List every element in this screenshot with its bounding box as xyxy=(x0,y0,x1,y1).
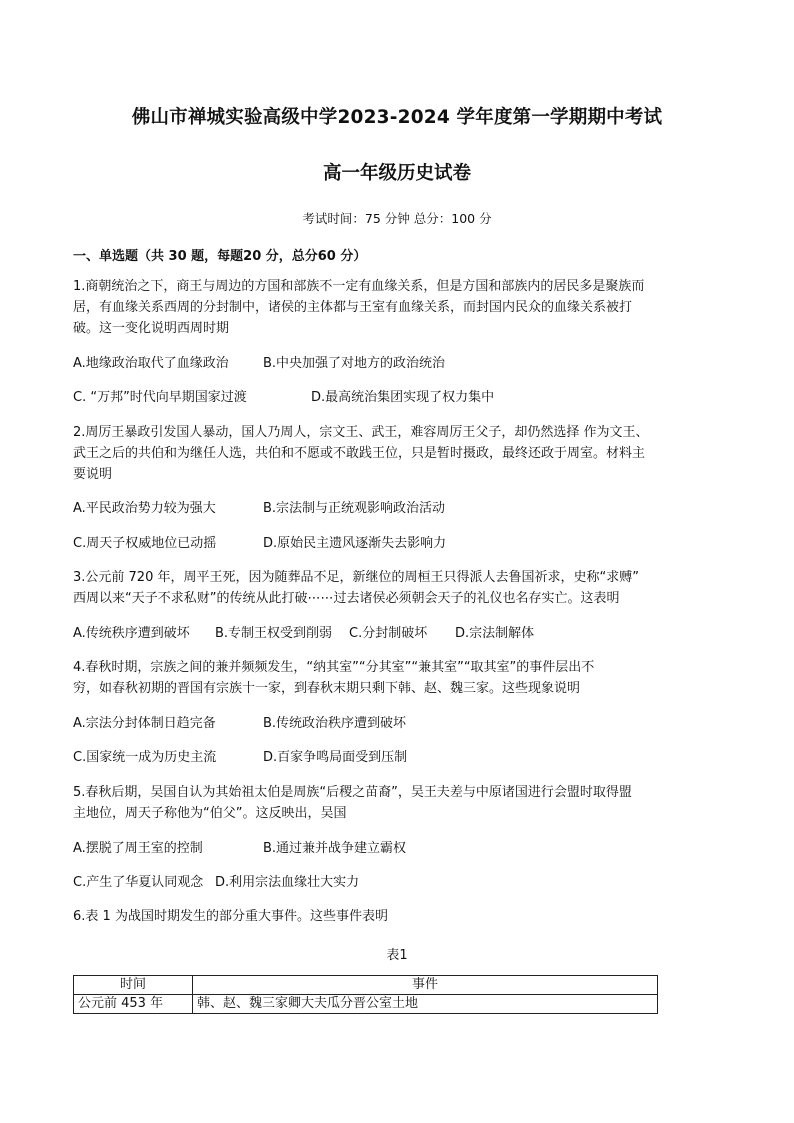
question-1-line-1: 1.商朝统治之下，商王与周边的方国和部族不一定有血缘关系，但是方国和部族内的居民多是聚族而 xyxy=(73,279,645,294)
table-row xyxy=(74,995,658,1014)
question-5-option-b: B.通过兼并战争建立霸权 xyxy=(263,841,407,856)
question-5-option-d: D.利用宗法血缘壮大实力 xyxy=(215,875,360,890)
question-4-line-1: 4.春秋时期，宗族之间的兼并频频发生，“纳其室”“分其室”“兼其室”“取其室”的事件层出不 xyxy=(73,660,595,675)
events-table xyxy=(73,975,658,1014)
question-4-line-2: 穷，如春秋初期的晋国有宗族十一家，到春秋末期只剩下韩、赵、魏三家。这些现象说明 xyxy=(73,681,581,696)
section-heading: 一、单选题（共 30 题，每题20 分，总分60 分） xyxy=(73,249,367,264)
table-header-time: 时间 xyxy=(74,976,193,995)
question-1-option-d: D.最高统治集团实现了权力集中 xyxy=(311,390,495,405)
table-caption: 表1 xyxy=(386,948,408,963)
question-3-line-1: 3.公元前 720 年，周平王死，因为随葬品不足，新继位的周桓王只得派人去鲁国祈求，史称“求赙” xyxy=(73,570,639,585)
question-4-option-b: B.传统政治秩序遭到破坏 xyxy=(263,716,407,731)
question-2-option-b: B.宗法制与正统观影响政治活动 xyxy=(263,501,446,516)
question-5-option-a: A.摆脱了周王室的控制 xyxy=(73,841,203,856)
question-3-option-d: D.宗法制解体 xyxy=(455,626,535,641)
question-1-option-a: A.地缘政治取代了血缘政治 xyxy=(73,356,229,371)
question-2-option-a: A.平民政治势力较为强大 xyxy=(73,501,216,516)
table-cell-event: 韩、赵、魏三家卿大夫瓜分晋公室土地 xyxy=(193,995,658,1014)
question-6-line-1: 6.表 1 为战国时期发生的部分重大事件。这些事件表明 xyxy=(73,909,388,924)
question-1-option-b: B.中央加强了对地方的政治统治 xyxy=(263,356,446,371)
exam-subtitle: 高一年级历史试卷 xyxy=(322,163,471,184)
question-2-option-d: D.原始民主遗风逐渐失去影响力 xyxy=(263,536,447,551)
question-2-line-1: 2.周厉王暴政引发国人暴动，国人乃周人，宗文王、武王，难容周厉王父子，却仍然选择 作为文王、 xyxy=(73,425,649,440)
question-5-option-c: C.产生了华夏认同观念 xyxy=(73,875,204,890)
table-header-event: 事件 xyxy=(193,976,658,995)
exam-info: 考试时间：75 分钟 总分：100 分 xyxy=(302,211,492,226)
question-4-option-c: C.国家统一成为历史主流 xyxy=(73,750,217,765)
question-3-option-c: C.分封制破坏 xyxy=(349,626,428,641)
question-3-line-2: 西周以来“天子不求私财”的传统从此打破⋯⋯过去诸侯必须朝会天子的礼仪也名存实亡。这表明 xyxy=(73,591,620,606)
table-cell-time: 公元前 453 年 xyxy=(74,995,193,1014)
question-2-line-2: 武王之后的共伯和为继任人选，共伯和不愿或不敢践王位，只是暂时摄政，最终还政于周室。材料主 xyxy=(73,446,646,461)
question-1-line-3: 破。这一变化说明西周时期 xyxy=(73,321,230,336)
question-1-option-c: C. “万邦”时代向早期国家过渡 xyxy=(73,390,247,405)
question-5-line-2: 主地位，周天子称他为“伯父”。这反映出，吴国 xyxy=(73,806,347,821)
question-1-line-2: 居，有血缘关系西周的分封制中，诸侯的主体都与王室有血缘关系，而封国内民众的血缘关系被打 xyxy=(73,300,633,315)
question-4-option-d: D.百家争鸣局面受到压制 xyxy=(263,750,408,765)
question-3-option-b: B.专制王权受到削弱 xyxy=(215,626,333,641)
question-4-option-a: A.宗法分封体制日趋完备 xyxy=(73,716,216,731)
exam-title: 佛山市禅城实验高级中学2023-2024 学年度第一学期期中考试 xyxy=(131,107,663,128)
question-3-option-a: A.传统秩序遭到破坏 xyxy=(73,626,190,641)
question-2-option-c: C.周天子权威地位已动摇 xyxy=(73,536,217,551)
question-2-line-3: 要说明 xyxy=(73,467,113,482)
question-5-line-1: 5.春秋后期，吴国自认为其始祖太伯是周族“后稷之苗裔”，吴王夫差与中原诸国进行会盟时取得盟 xyxy=(73,785,632,800)
table-header-row xyxy=(74,976,658,995)
